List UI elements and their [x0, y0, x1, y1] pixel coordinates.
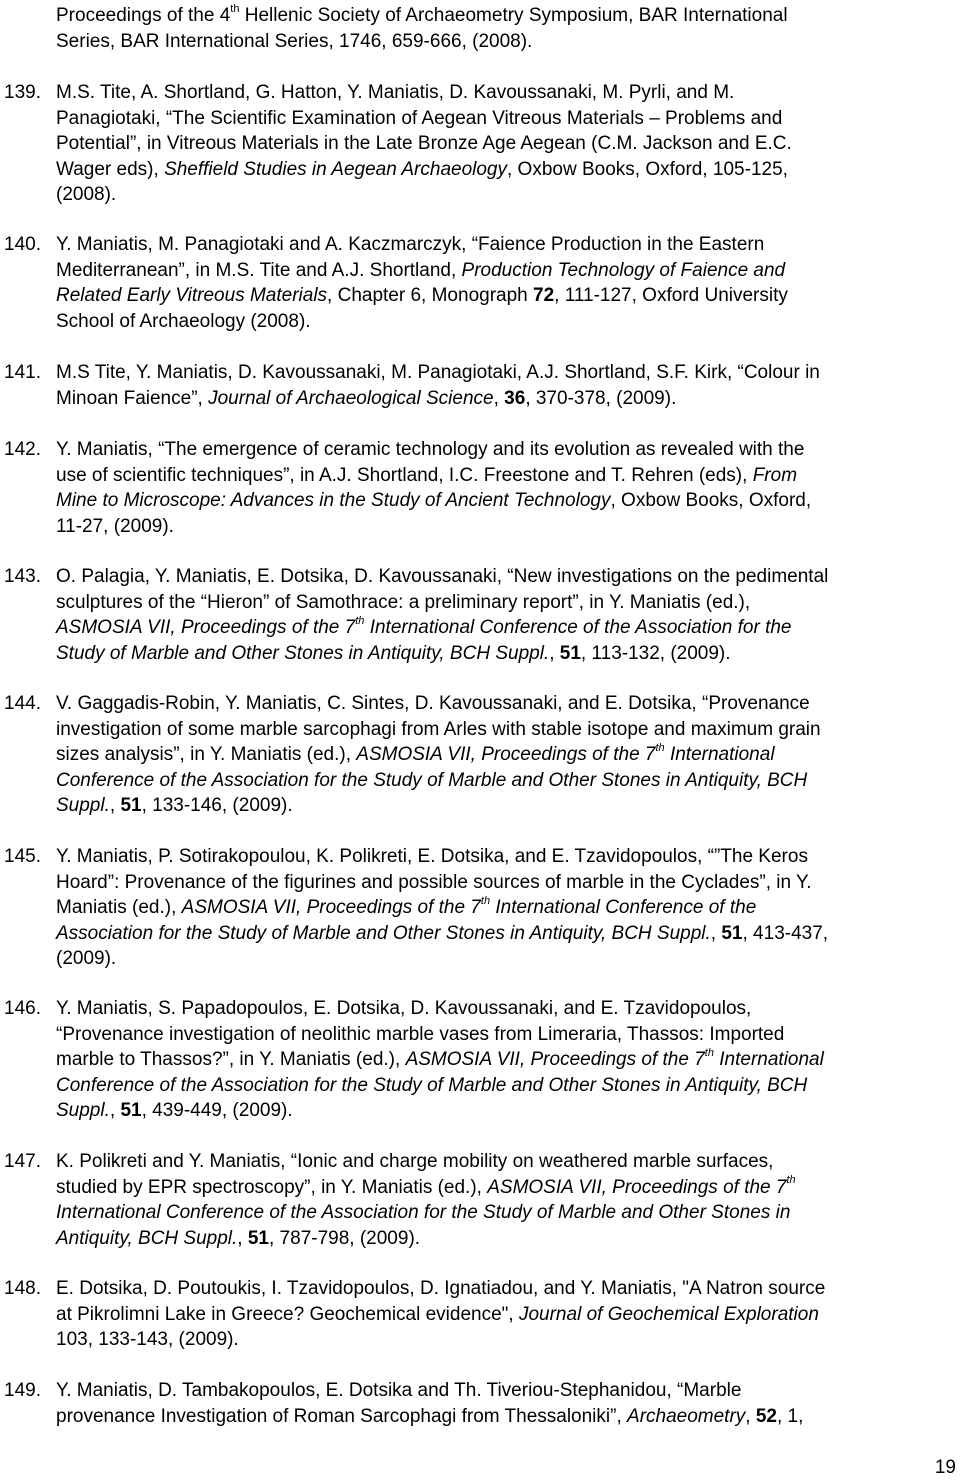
reference-number: 142.	[4, 439, 41, 460]
reference-text-line: School of Archaeology (2008).	[56, 310, 311, 332]
reference-text-line: Association for the Study of Marble and Other Stones in Antiquity, BCH Suppl., 51, 413-437,	[56, 922, 829, 944]
reference-text-line: at Pikrolimni Lake in Greece? Geochemical evidence", Journal of Geochemical Exploration	[56, 1303, 819, 1325]
reference-text-line: International Conference of the Association for the Study of Marble and Other Stones in	[56, 1202, 791, 1224]
reference-text-line: provenance Investigation of Roman Sarcophagi from Thessaloniki”, Archaeometry, 52, 1,	[56, 1405, 804, 1427]
reference-text-line: use of scientific techniques”, in A.J. Shortland, I.C. Freestone and T. Rehren (eds), From	[56, 464, 798, 486]
reference-text-line: Panagiotaki, “The Scientific Examination of Aegean Vitreous Materials – Problems and	[56, 107, 783, 129]
reference-text-line: V. Gaggadis-Robin, Y. Maniatis, C. Sintes, D. Kavoussanaki, and E. Dotsika, “Provenance	[56, 693, 810, 714]
reference-text-line: Mediterranean”, in M.S. Tite and A.J. Shortland, Production Technology of Faience and	[56, 259, 786, 281]
reference-text-line: sculptures of the “Hieron” of Samothrace: a preliminary report”, in Y. Maniatis (ed.),	[56, 591, 751, 613]
reference-text-line: studied by EPR spectroscopy”, in Y. Maniatis (ed.), ASMOSIA VII, Proceedings of the 7th	[56, 1174, 796, 1198]
reference-text-line: Y. Maniatis, M. Panagiotaki and A. Kaczmarczyk, “Faience Production in the Eastern	[56, 234, 765, 255]
reference-text-line: investigation of some marble sarcophagi from Arles with stable isotope and maximum grain	[56, 718, 821, 740]
reference-text-line: Wager eds), Sheffield Studies in Aegean Archaeology, Oxbow Books, Oxford, 105-125,	[56, 158, 788, 180]
reference-text-line: 103, 133-143, (2009).	[56, 1329, 239, 1351]
reference-text-line: Y. Maniatis, P. Sotirakopoulou, K. Polikreti, E. Dotsika, and E. Tzavidopoulos, “”The Keros	[56, 846, 808, 867]
reference-text-line: Hoard”: Provenance of the figurines and possible sources of marble in the Cyclades”, in Y.	[56, 871, 812, 893]
reference-text-line: Suppl., 51, 439-449, (2009).	[56, 1100, 293, 1122]
reference-number: 139.	[4, 82, 41, 103]
reference-text-line: Study of Marble and Other Stones in Antiquity, BCH Suppl., 51, 113-132, (2009).	[56, 642, 731, 664]
reference-number: 148.	[4, 1278, 41, 1299]
page-number: 19	[934, 1457, 956, 1478]
reference-text-line: Potential”, in Vitreous Materials in the Late Bronze Age Aegean (C.M. Jackson and E.C.	[56, 133, 792, 155]
reference-text-line: Antiquity, BCH Suppl., 51, 787-798, (2009).	[56, 1227, 421, 1249]
reference-text-line: sizes analysis”, in Y. Maniatis (ed.), ASMOSIA VII, Proceedings of the 7th International	[56, 741, 775, 766]
reference-text-line: Conference of the Association for the Study of Marble and Other Stones in Antiquity, BCH	[56, 769, 808, 791]
reference-text-line: M.S. Tite, A. Shortland, G. Hatton, Y. Maniatis, D. Kavoussanaki, M. Pyrli, and M.	[56, 82, 735, 103]
reference-number: 140.	[4, 234, 41, 255]
reference-text-line: Proceedings of the 4th Hellenic Society of Archaeometry Symposium, BAR International	[56, 2, 788, 26]
reference-number: 143.	[4, 566, 41, 587]
reference-text-line: Y. Maniatis, S. Papadopoulos, E. Dotsika, D. Kavoussanaki, and E. Tzavidopoulos,	[56, 998, 752, 1019]
reference-number: 147.	[4, 1151, 41, 1172]
reference-number: 149.	[4, 1380, 41, 1401]
reference-text-line: Maniatis (ed.), ASMOSIA VII, Proceedings of the 7th International Conference of the	[56, 894, 757, 919]
reference-text-line: ASMOSIA VII, Proceedings of the 7th International Conference of the Association for the	[56, 614, 792, 639]
reference-text-line: (2008).	[56, 184, 117, 206]
reference-text-line: Series, BAR International Series, 1746, 659-666, (2008).	[56, 30, 533, 52]
reference-text-line: (2009).	[56, 948, 117, 970]
reference-text-line: “Provenance investigation of neolithic marble vases from Limeraria, Thassos: Imported	[56, 1023, 785, 1045]
reference-text-line: Related Early Vitreous Materials, Chapter 6, Monograph 72, 111-127, Oxford University	[56, 285, 788, 307]
reference-text-line: K. Polikreti and Y. Maniatis, “Ionic and charge mobility on weathered marble surfaces,	[56, 1151, 774, 1172]
reference-text-line: M.S Tite, Y. Maniatis, D. Kavoussanaki, M. Panagiotaki, A.J. Shortland, S.F. Kirk, “Colour in	[56, 362, 820, 383]
reference-text-line: Mine to Microscope: Advances in the Study of Ancient Technology, Oxbow Books, Oxford,	[56, 490, 812, 512]
reference-text-line: E. Dotsika, D. Poutoukis, I. Tzavidopoulos, D. Ignatiadou, and Y. Maniatis, "A Natron source	[56, 1278, 826, 1299]
reference-text-line: 11-27, (2009).	[56, 515, 174, 537]
reference-text-line: Minoan Faience”, Journal of Archaeological Science, 36, 370-378, (2009).	[56, 387, 677, 409]
reference-text-line: marble to Thassos?”, in Y. Maniatis (ed.), ASMOSIA VII, Proceedings of the 7th International	[56, 1046, 824, 1071]
reference-number: 144.	[4, 693, 41, 714]
reference-number: 146.	[4, 998, 41, 1019]
reference-number: 145.	[4, 846, 41, 867]
reference-text-line: Y. Maniatis, “The emergence of ceramic technology and its evolution as revealed with the	[56, 439, 805, 460]
reference-text-line: Y. Maniatis, D. Tambakopoulos, E. Dotsika and Th. Tiveriou-Stephanidou, “Marble	[56, 1380, 742, 1401]
reference-number: 141.	[4, 362, 41, 383]
reference-text-line: O. Palagia, Y. Maniatis, E. Dotsika, D. Kavoussanaki, “New investigations on the pedimental	[56, 566, 829, 587]
reference-text-line: Conference of the Association for the Study of Marble and Other Stones in Antiquity, BCH	[56, 1074, 808, 1096]
reference-text-line: Suppl., 51, 133-146, (2009).	[56, 795, 293, 817]
